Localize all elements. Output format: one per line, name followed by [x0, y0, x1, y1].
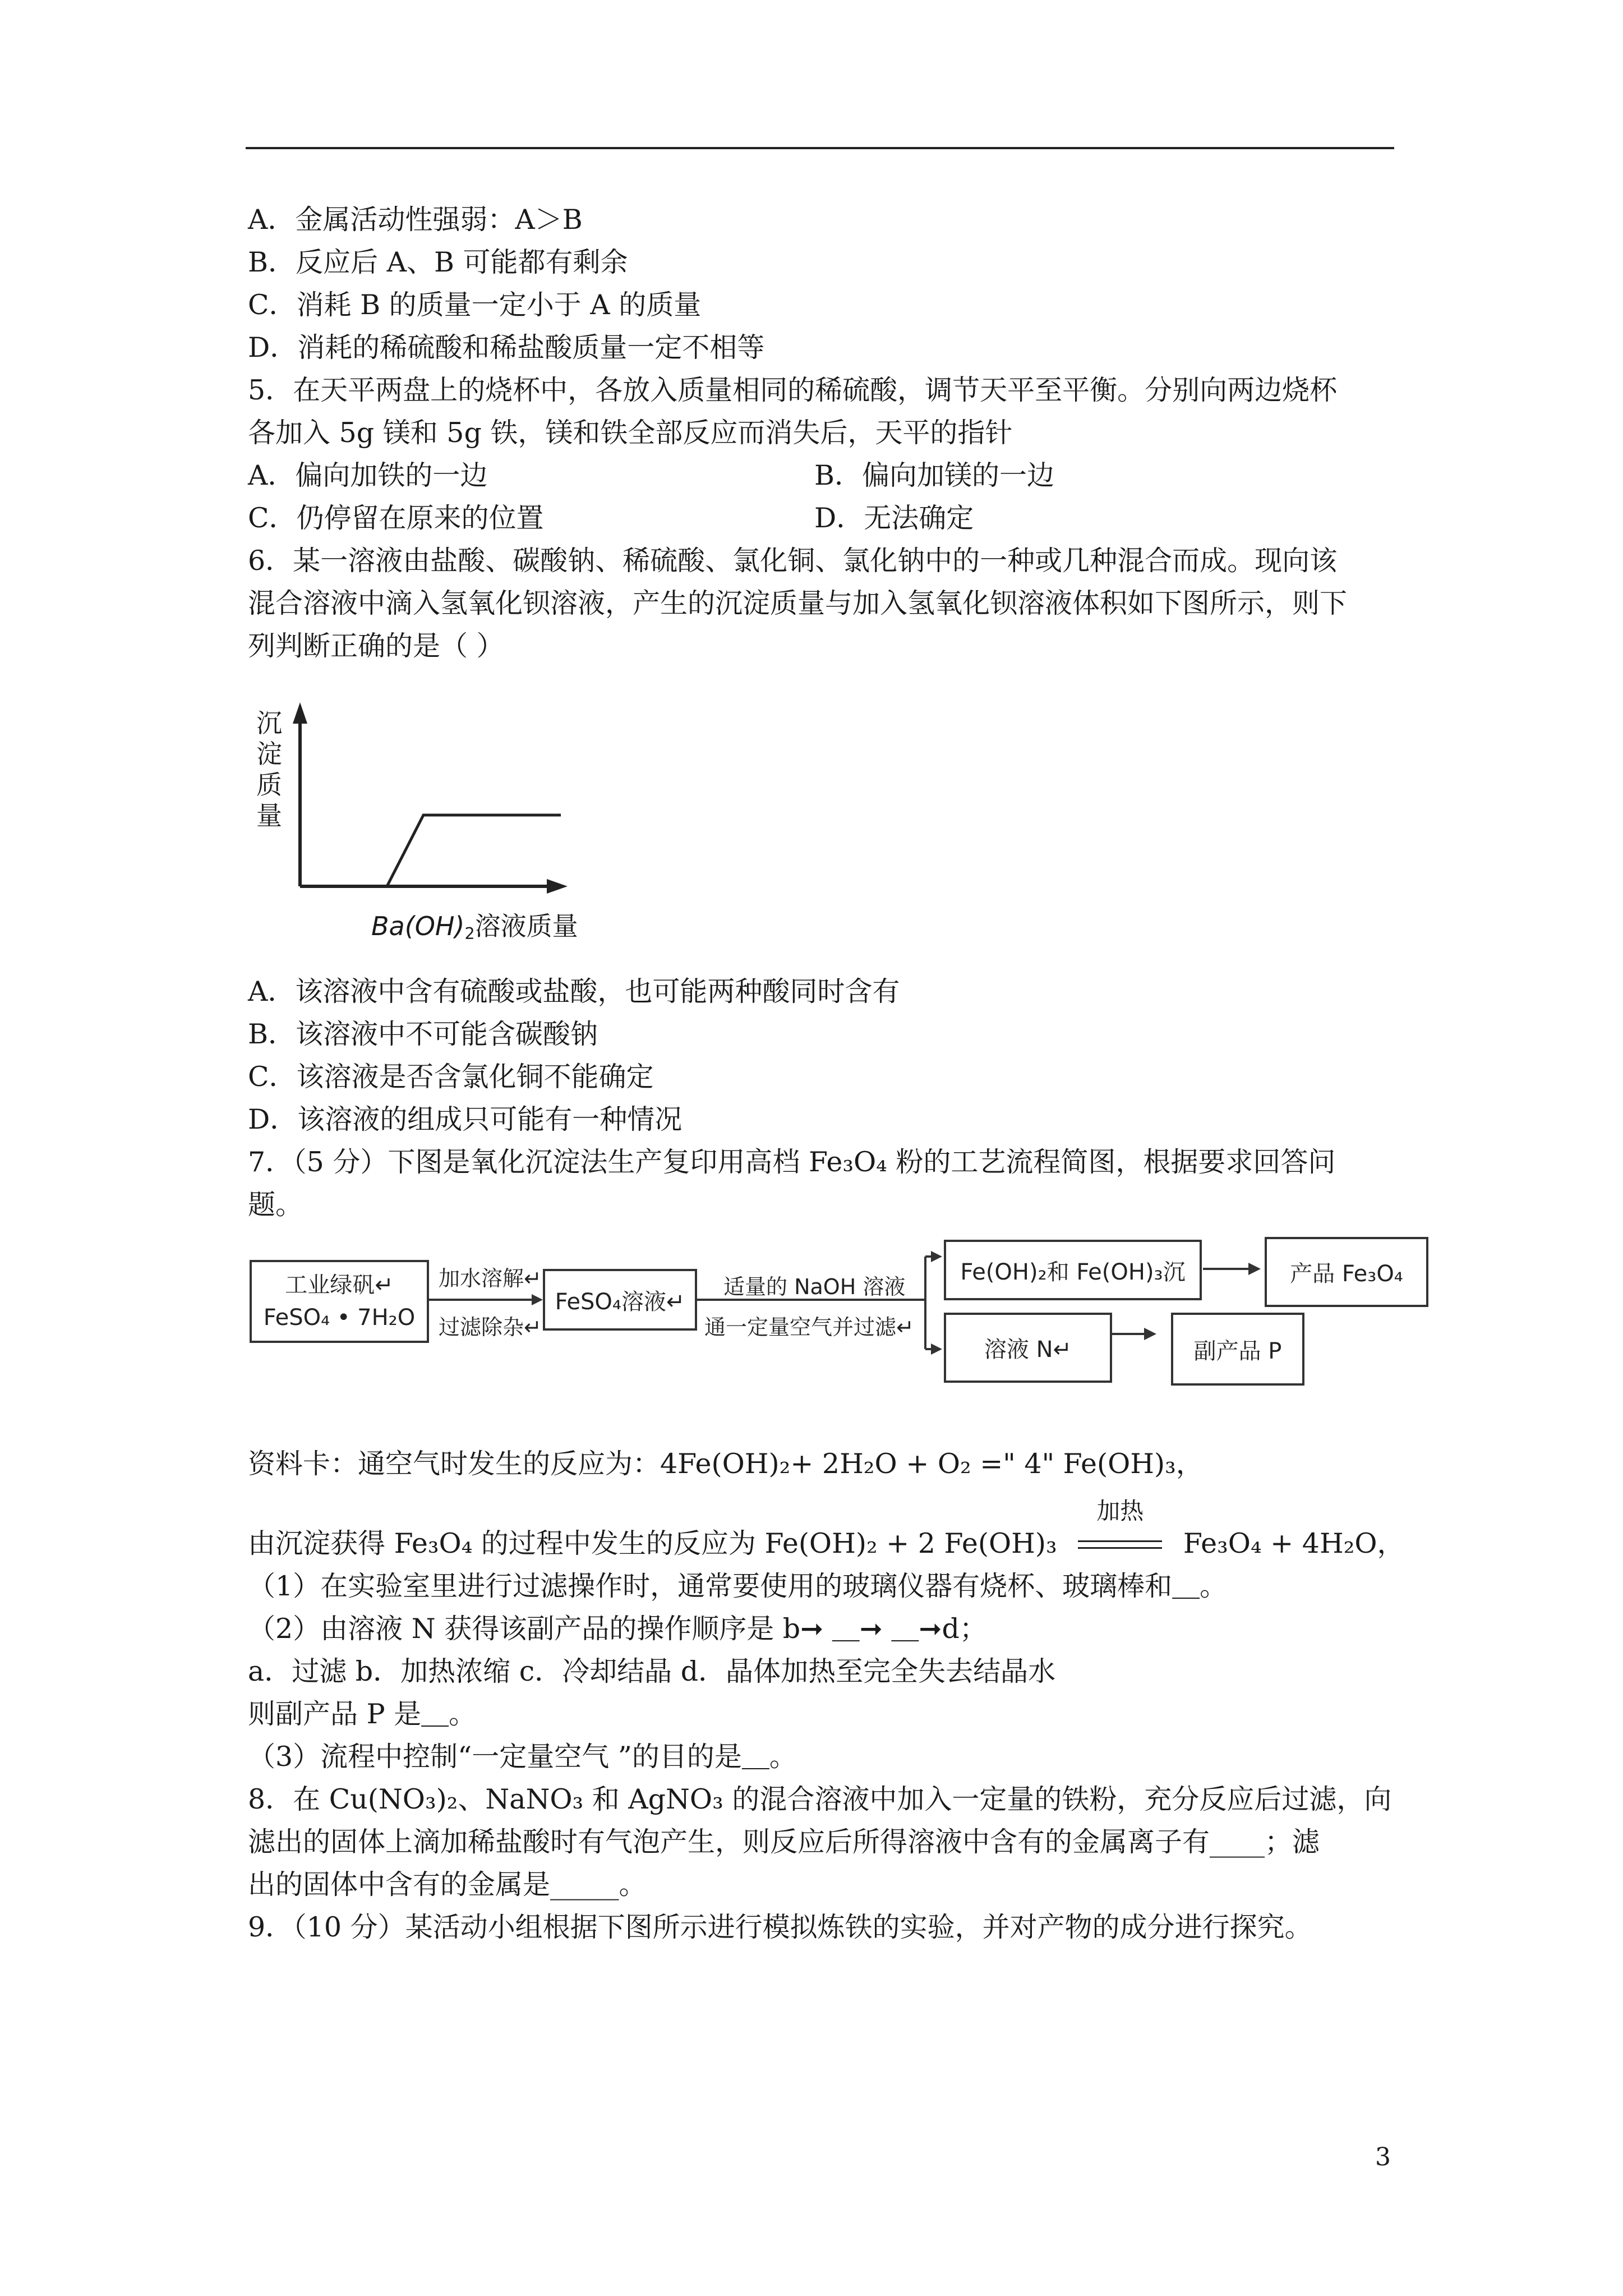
equals-top — [1078, 1540, 1162, 1542]
q5-option-d: D．无法确定 — [814, 502, 974, 534]
graph-x-label: $Ba(OH)_2$溶液质量 — [371, 911, 578, 944]
flow-box-feso4-solution: FeSO₄溶液↵ — [543, 1269, 697, 1331]
q9-line1: 9．（10 分）某活动小组根据下图所示进行模拟炼铁的实验，并对产物的成分进行探究。 — [248, 1911, 1312, 1943]
equals-bottom — [1078, 1547, 1162, 1549]
flow-box-byproduct-p: 副产品 P — [1171, 1313, 1304, 1386]
q6-stem-line1: 6．某一溶液由盐酸、碳酸钠、稀硫酸、氯化铜、氯化钠中的一种或几种混合而成。现向该 — [248, 545, 1338, 577]
q5-stem-line1: 5．在天平两盘上的烧杯中，各放入质量相同的稀硫酸，调节天平至平衡。分别向两边烧杯 — [248, 374, 1338, 406]
q7-sub2-options: a．过滤 b．加热浓缩 c．冷却结晶 d．晶体加热至完全失去结晶水 — [248, 1655, 1056, 1687]
q8-line1: 8．在 Cu(NO₃)₂、NaNO₃ 和 AgNO₃ 的混合溶液中加入一定量的铁粉，充分反应后过滤，向 — [248, 1783, 1392, 1815]
q6-stem-line2: 混合溶液中滴入氢氧化钡溶液，产生的沉淀质量与加入氢氧化钡溶液体积如下图所示，则下 — [248, 587, 1348, 619]
flow-box-green-vitriol: 工业绿矾↵ FeSO₄ • 7H₂O — [250, 1260, 429, 1343]
flow-box-hydroxide-precipitate: Fe(OH)₂和 Fe(OH)₃沉 — [944, 1240, 1202, 1300]
flow-label-dissolve: 加水溶解↵ — [439, 1266, 542, 1291]
q6-option-a: A．该溶液中含有硫酸或盐酸，也可能两种酸同时含有 — [248, 976, 900, 1007]
q7-info-line1: 资料卡：通空气时发生的反应为：4Fe(OH)₂+ 2H₂O + O₂ =" 4" Fe(OH)₃， — [248, 1448, 1204, 1480]
q8-line2: 滤出的固体上滴加稀盐酸时有气泡产生，则反应后所得溶液中含有的金属离子有____；滤 — [248, 1826, 1320, 1858]
q7-stem-line2: 题。 — [248, 1189, 303, 1221]
q6-stem-line3: 列判断正确的是（ ） — [248, 630, 504, 662]
q4-option-d: D．消耗的稀硫酸和稀盐酸质量一定不相等 — [248, 332, 765, 364]
q6-option-b: B．该溶液中不可能含碳酸钠 — [248, 1018, 598, 1050]
q7-sub1: （1）在实验室里进行过滤操作时，通常要使用的玻璃仪器有烧杯、玻璃棒和＿。 — [248, 1570, 1228, 1602]
graph-y-label: 沉 淀 质 量 — [256, 708, 282, 831]
q7-sub3: （3）流程中控制“一定量空气 ”的目的是＿。 — [248, 1741, 797, 1773]
q5-option-a: A．偏向加铁的一边 — [248, 459, 488, 491]
heat-condition-label: 加热 — [1096, 1497, 1144, 1525]
flow-label-air-filter: 通一定量空气并过滤↵ — [704, 1315, 914, 1340]
q8-line3: 出的固体中含有的金属是_____。 — [248, 1869, 647, 1901]
q5-option-b: B．偏向加镁的一边 — [814, 459, 1055, 491]
q6-option-c: C．该溶液是否含氯化铜不能确定 — [248, 1061, 654, 1093]
q5-option-c: C．仍停留在原来的位置 — [248, 502, 544, 534]
q4-option-b: B．反应后 A、B 可能都有剩余 — [248, 246, 628, 278]
flow-label-filter: 过滤除杂↵ — [439, 1315, 542, 1340]
flow-box-product-fe3o4: 产品 Fe₃O₄ — [1265, 1237, 1428, 1307]
q7-stem-line1: 7．（5 分）下图是氧化沉淀法生产复印用高档 Fe₃O₄ 粉的工艺流程简图，根据要求回答问 — [248, 1146, 1336, 1178]
q7-sub2: （2）由溶液 N 获得该副产品的操作顺序是 b➞ ＿➞ ＿➞d； — [248, 1613, 987, 1645]
q7-sub2-tail: 则副产品 P 是＿。 — [248, 1698, 477, 1730]
heat-condition-sign — [1078, 1497, 1162, 1562]
q6-option-d: D．该溶液的组成只可能有一种情况 — [248, 1103, 683, 1135]
q4-option-c: C．消耗 B 的质量一定小于 A 的质量 — [248, 289, 702, 321]
flow-box-solution-n: 溶液 N↵ — [944, 1313, 1112, 1383]
q4-option-a: A．金属活动性强弱：A＞B — [248, 204, 583, 236]
q5-stem-line2: 各加入 5g 镁和 5g 铁，镁和铁全部反应而消失后，天平的指针 — [248, 417, 1013, 449]
flow-label-naoh: 适量的 NaOH 溶液 — [723, 1274, 906, 1299]
page-number: 3 — [1375, 2143, 1391, 2171]
q7-info-line2: 由沉淀获得 Fe₃O₄ 的过程中发生的反应为 Fe(OH)₂ + 2 Fe(OH)₃ 加热 Fe₃O₄ + 4H₂O， — [248, 1526, 1405, 1562]
